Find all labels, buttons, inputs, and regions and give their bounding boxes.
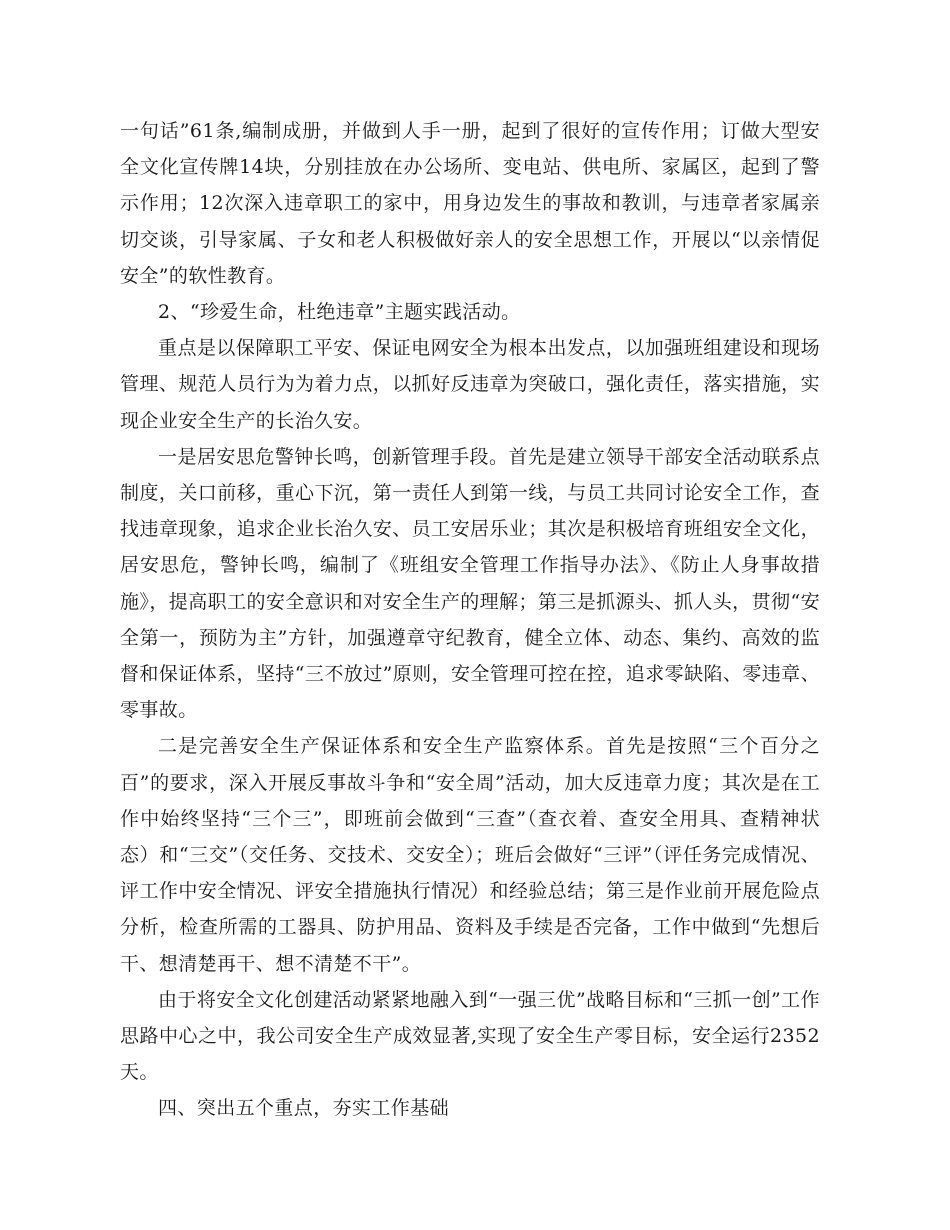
paragraph-5: 二是完善安全生产保证体系和安全生产监察体系。首先是按照“三个百分之百”的要求，深入开展反事故斗争和“安全周”活动，加大反违章力度；其次是在工作中始终坚持“三个三”，即班前会做到“三查”（查衣着、查安全用具、查精神状态）和“三交”（交任务、交技术、交安全）；班后会做好“三评”（评任务完成情况、评工作中安全情况、评安全措施执行情况）和经验总结；第三是作业前开展危险点分析，检查所需的工器具、防护用品、资料及手续是否完备，工作中做到“先想后干、想清楚再干、想不清楚不干”。 [120,735,820,975]
document-page [120,113,820,1127]
paragraph-4: 一是居安思危警钟长鸣，创新管理手段。首先是建立领导干部安全活动联系点制度，关口前移，重心下沉，第一责任人到第一线，与员工共同讨论安全工作，查找违章现象，追求企业长治久安、员工安居乐业；其次是积极培育班组安全文化，居安思危，警钟长鸣，编制了《班组安全管理工作指导办法》、《防止人身事故措施》，提高职工的安全意识和对安全生产的理解；第三是抓源头、抓人头，贯彻“安全第一，预防为主”方针，加强遵章守纪教育，健全立体、动态、集约、高效的监督和保证体系，坚持“三不放过”原则，安全管理可控在控，追求零缺陷、零违章、零事故。 [120,445,820,722]
section-heading: 四、突出五个重点，夯实工作基础 [158,1097,450,1120]
paragraph-6: 由于将安全文化创建活动紧紧地融入到“一强三优”战略目标和“三抓一创”工作思路中心之中，我公司安全生产成效显著,实现了安全生产零目标，安全运行2352天。 [120,988,820,1084]
paragraph-3: 重点是以保障职工平安、保证电网安全为根本出发点，以加强班组建设和现场管理、规范人员行为为着力点，以抓好反违章为突破口，强化责任，落实措施，实现企业安全生产的长治久安。 [120,337,820,432]
paragraph-2: 2、“珍爱生命，杜绝违章”主题实践活动。 [158,301,521,324]
paragraph-1: 一句话”61条,编制成册，并做到人手一册，起到了很好的宣传作用；订做大型安全文化宣传牌14块，分别挂放在办公场所、变电站、供电所、家属区，起到了警示作用；12次深入违章职工的家中，用身边发生的事故和教训，与违章者家属亲切交谈，引导家属、子女和老人积极做好亲人的安全思想工作，开展以“以亲情促安全”的软性教育。 [120,120,820,287]
